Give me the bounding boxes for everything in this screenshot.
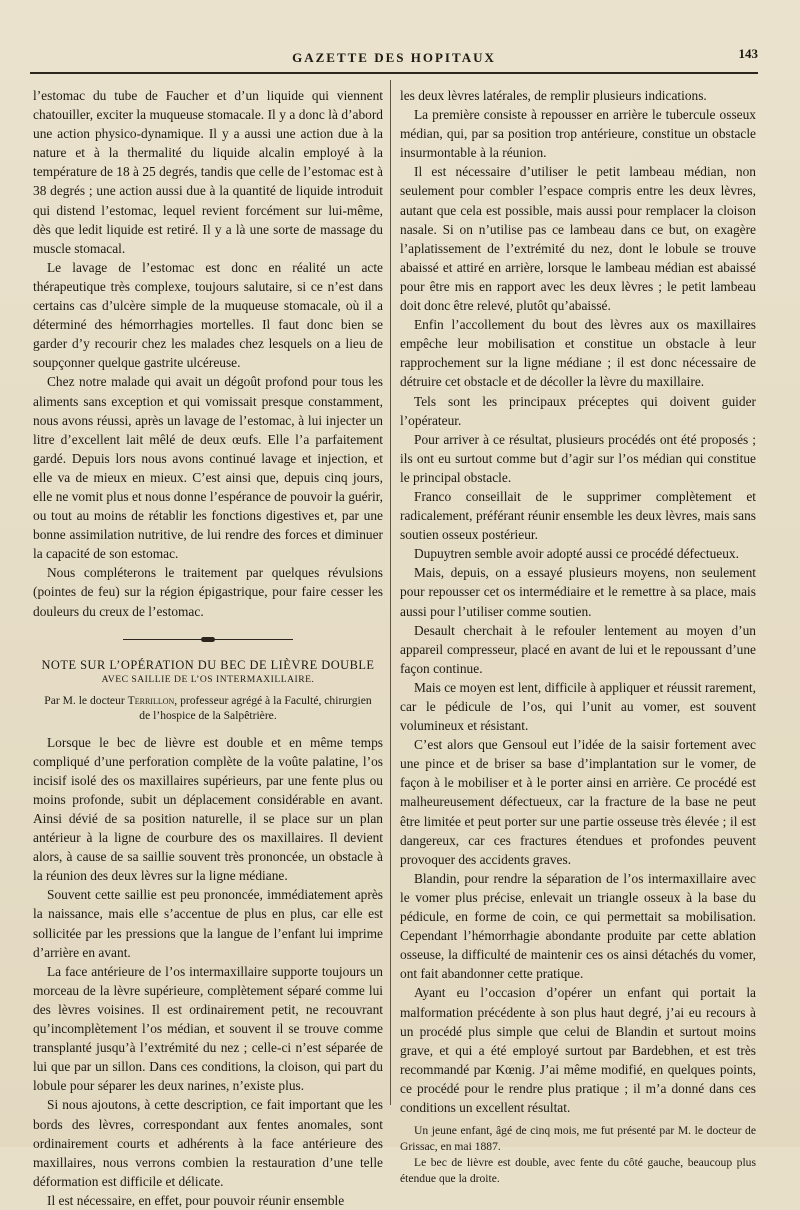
paragraph: Ayant eu l’occasion d’opérer un enfant qui portait la malformation précédente à son plus haut degré, j’ai eu recours à un procédé plus simple que celui de Blandin et surtout moins grave, et qui a été employé surtout par Bardebhen, et est très recommandé par Kœnig. J’ai même modifié, en quelques points, ce procédé pour le rendre plus pratique ; il m’a donné dans ces conditions un excellent résultat.: [400, 985, 756, 1115]
paragraph: Lorsque le bec de lièvre est double et en même temps compliqué d’une perforation complète de la voûte palatine, l’os incisif isolé des os maxillaires supérieurs, par une fente plus ou moins profonde, subit un déplacement considérable en avant. Ainsi dévié de sa position naturelle, il se place sur un plan antérieur à la ligne de courbure des os maxillaires. Il devient alors, à cause de sa saillie souvent très prononcée, un obstacle à la réunion des deux lèvres sur la ligne médiane.: [33, 734, 383, 884]
page-header: [30, 44, 758, 74]
paragraph: C’est alors que Gensoul eut l’idée de la saisir fortement avec une pince et de briser sa base d’implantation sur le vomer, de façon à le mobiliser et à le porter ainsi en arrière. Ce procédé est malheureusement défectueux, car la fracture de la base ne peut être limitée et peut porter sur une partie osseuse très élevée ; il est dangereux, car ces fractures étendues et profondes peuvent provoquer des accidents graves.: [400, 737, 756, 867]
paragraph: Le lavage de l’estomac est donc en réalité un acte thérapeutique très complexe, toujours salutaire, si ce n’est dans certains cas d’ulcère simple de la muqueuse stomacale, où il a déterminé des hémorrhagies mortelles. Il faut donc bien se garder d’y recourir chez les malades chez lesquels on a lieu de soupçonner quelque gastrite ulcéreuse.: [33, 259, 383, 371]
paragraph: les deux lèvres latérales, de remplir plusieurs indications.: [400, 88, 707, 103]
byline-prefix: Par M. le docteur: [44, 693, 128, 707]
section-separator: [123, 637, 293, 643]
paragraph: Mais ce moyen est lent, difficile à appliquer et réussit rarement, car le pédicule de l’os, qui l’unit au vomer, est souvent volumineux et résistant.: [400, 679, 756, 734]
paragraph: Tels sont les principaux préceptes qui doivent guider l’opérateur.: [400, 393, 756, 428]
paragraph: Chez notre malade qui avait un dégoût profond pour tous les aliments sans exception et qui vomissait presque constamment, nous avons réussi, après un lavage de l’estomac, à lui injecter un litre d’excellent lait mêlé de deux œufs. Elle l’a parfaitement gardé. Depuis lors nous avons continué lavage et injection, et elle va de mieux en mieux. C’est ainsi que, depuis cinq jours, elle ne vomit plus et nous donne l’espérance de pouvoir la guérir, ou tout au moins de rétablir les fonctions digestives et, par une bonne assimilation nutritive, de lui rendre des forces et diminuer la capacité de son estomac.: [33, 374, 383, 562]
byline-suffix: , professeur agrégé à la Faculté, chirurgien de l’hospice de la Salpêtrière.: [139, 693, 372, 722]
paragraph: La face antérieure de l’os intermaxillaire supporte toujours un morceau de la lèvre supérieure, complètement séparé comme lui des lèvres voisines. Il est ordinairement petit, ne recouvrant qu’incomplètement l’os médian, et souvent il se trouve comme transplanté jusqu’à l’extrémité du nez ; celle-ci n’est séparée de lui que par un sillon. Dans ces conditions, la cloison, qui part du lobule pour séparer les deux narines, n’existe plus.: [33, 963, 383, 1094]
paragraph: Il est nécessaire, en effet, pour pouvoir réunir ensemble: [47, 1192, 345, 1208]
left-column: [33, 86, 383, 1210]
case-note: Le bec de lièvre est double, avec fente du côté gauche, beaucoup plus étendue que la droite.: [400, 1156, 756, 1186]
paragraph: Il est nécessaire d’utiliser le petit lambeau médian, non seulement pour combler l’espace compris entre les deux lèvres, autant que cela est possible, mais aussi pour remplacer la cloison nasale. Si on n’utilise pas ce lambeau dans ce but, on exagère l’aplatissement de l’extrémité du nez, dont le lobule se trouve abaissé et attiré en arrière, lorsque le lambeau médian est abaissé pour être mis en rapport avec les deux lèvres ; le petit lambeau doit donc être relevé, plutôt qu’abaissé.: [400, 164, 756, 314]
paragraph: Nous compléterons le traitement par quelques révulsions (pointes de feu) sur la région épigastrique, pour faire cesser les douleurs du creux de l’estomac.: [33, 565, 383, 619]
case-note: Un jeune enfant, âgé de cinq mois, me fut présenté par M. le docteur de Grissac, en mai 1887.: [400, 1124, 756, 1154]
paragraph: Enfin l’accollement du bout des lèvres aux os maxillaires empêche leur mobilisation et constitue un obstacle à leur rapprochement sur la ligne médiane ; il est donc nécessaire de détruire cet obstacle et de décoller la lèvre du maxillaire.: [400, 317, 756, 390]
author-name: Terrillon: [127, 693, 175, 707]
article-byline: [33, 693, 383, 723]
paragraph: La première consiste à repousser en arrière le tubercule osseux médian, qui, par sa position trop antérieure, constitue un obstacle insurmontable à la réunion.: [400, 107, 756, 161]
paragraph: Desault cherchait à le refouler lentement au moyen d’un appareil compresseur, placé en avant de lui et le repoussant d’une façon continue.: [400, 622, 756, 676]
paragraph: Pour arriver à ce résultat, plusieurs procédés ont été proposés ; ils ont eu surtout comme but d’agir sur l’os médian qui constitue le principal obstacle.: [400, 431, 756, 485]
paragraph: Si nous ajoutons, à cette description, ce fait important que les bords des lèvres, correspondant aux fentes anomales, sont ordinairement courts et adhérents à la face antérieure des maxillaires, nous verrons combien la restauration d’une telle déformation est difficile et délicate.: [33, 1097, 383, 1189]
paragraph: Dupuytren semble avoir adopté aussi ce procédé défectueux.: [414, 546, 739, 562]
journal-title: GAZETTE DES HOPITAUX: [292, 50, 496, 65]
paragraph: Blandin, pour rendre la séparation de l’os intermaxillaire avec le vomer plus précise, enlevait un triangle osseux à la base du pédicule, en forme de coin, ce qui permettait sa mobilisation. Cependant l’hémorrhagie abondante produite par cette ablation osseuse, la difficulté de maintenir ces os ainsi détachés du vomer, ont fait abandonner cette pratique.: [400, 870, 756, 982]
paragraph: Mais, depuis, on a essayé plusieurs moyens, non seulement pour repousser cet os intermédiaire et le remettre à sa place, mais aussi pour l’utiliser comme soutien.: [400, 565, 756, 619]
paragraph: l’estomac du tube de Faucher et d’un liquide qui viennent chatouiller, exciter la muqueuse stomacale. Il y a donc là d’abord une action physico-dynamique. Il y a aussi une action due à la nature et à la thermalité du liquide alcalin employé à la température de 18 à 25 degrés, tandis que celle de l’estomac est à 38 degrés ; une action aussi due à la quantité de liquide introduit qui distend l’estomac, lequel revient forcément sur lui-même, dès que ledit liquide est retiré. Il y a là une sorte de massage du muscle stomacal.: [33, 88, 383, 256]
page-number: 143: [738, 46, 758, 61]
right-column: [400, 86, 756, 1187]
article-title: NOTE SUR L’OPÉRATION DU BEC DE LIÈVRE DOUBLE: [41, 657, 375, 672]
paragraph: Franco conseillait de le supprimer complètement et radicalement, préférant réunir ensemble les deux lèvres, mais sans soutien osseux postérieur.: [400, 488, 756, 543]
column-divider: [390, 80, 391, 1105]
article-subtitle: AVEC SAILLIE DE L’OS INTERMAXILLAIRE.: [101, 673, 315, 685]
paragraph: Souvent cette saillie est peu prononcée, immédiatement après la naissance, mais elle s’accentue de plus en plus, car elle est sollicitée par les pressions que la langue de l’enfant lui imprime d’arrière en avant.: [33, 887, 383, 960]
